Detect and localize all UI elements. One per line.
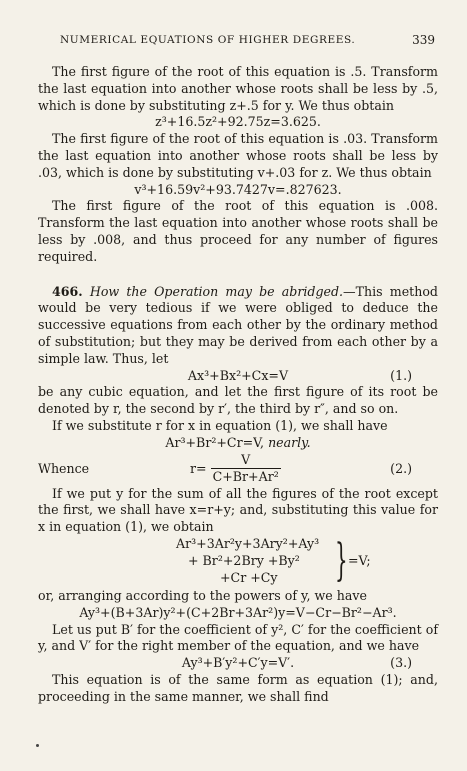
equation: z³+16.5z²+92.75z=3.625. [155,114,321,130]
equation-number: (3.) [390,655,412,671]
section-466 [38,284,438,368]
brace-rhs: =V; [348,552,371,568]
equation-row [38,368,438,385]
running-header [60,34,435,46]
page-number: 339 [412,33,435,47]
section-gap [38,266,438,284]
brace-equation [38,536,438,588]
paragraph: The first figure of the root of this equation is .03. Transform the last equation into another whose roots shall be less by .03, which is done by substituting v+.03 for z. We thus obtain [38,131,438,180]
paragraph: be any cubic equation, and let the first figure of its root be denoted by r, the second by r′, the third by r″, and so on. [38,384,438,417]
paragraph: The first figure of the root of this equation is .5. Transform the last equation into another whose roots shall be less by .5, which is done by substituting z+.5 for y. We thus obtain [38,64,438,113]
paragraph: The first figure of the root of this equation is .008. Transform the last equation into another whose roots shall be less by .008, and thus proceed for any number of figures required. [38,198,438,264]
brace-line: Ar³+3Ar²y+3Ary²+Ay³ [176,535,320,551]
equation-number: (2.) [390,460,412,476]
right-brace: } [335,534,348,586]
section-text: —This method would be very tedious if we were obliged to deduce the successive equations from each other by the ordinary method of substitution; but they may be derived from each other by a simple law. Thus, let [38,283,438,366]
fraction-denominator: C+Br+Ar² [212,469,279,485]
equation: Ar³+Br²+Cr=V, [165,434,265,450]
header-title: NUMERICAL EQUATIONS OF HIGHER DEGREES. [60,34,356,46]
ink-speck [36,744,39,747]
fraction [211,452,281,487]
page-body [38,64,438,706]
whence-label: Whence [38,460,90,476]
fraction-numerator: V [211,452,281,470]
paragraph: If we substitute r for x in equation (1), we shall have [52,417,388,433]
equation: Ax³+Bx²+Cx=V [187,367,289,383]
section-number: 466. [52,283,83,299]
equation-note: nearly. [268,434,311,450]
equation-row [38,655,438,672]
equation: Ay³+(B+3Ar)y²+(C+2Br+3Ar²)y=V−Cr−Br²−Ar³. [79,604,397,620]
brace-lines [176,536,319,586]
fraction-equation [190,452,281,487]
equation: Ay³+B′y²+C′y=V′. [181,655,295,671]
brace-line: +Cr +Cy [220,569,278,585]
fraction-equation-row [38,452,438,486]
paragraph: If we put y for the sum of all the figures of the root except the first, we shall have x=r+y; and, substituting this value for x in equation (1), we obtain [38,485,438,535]
equation-number: (1.) [390,367,412,383]
paragraph: Let us put B′ for the coefficient of y², C′ for the coefficient of y, and V′ for the right member of the equation, and we have [38,621,438,654]
equation: v³+16.59v²+93.7427v=.827623. [134,181,342,197]
equation-row [38,435,438,452]
section-title: How the Operation may be abridged. [89,283,344,299]
brace-line: + Br²+2Bry +By² [188,552,300,568]
fraction-lhs: r= [190,460,207,476]
paragraph: or, arranging according to the powers of y, we have [38,587,367,603]
paragraph: This equation is of the same form as equation (1); and, proceeding in the same manner, we shall find [38,671,438,704]
